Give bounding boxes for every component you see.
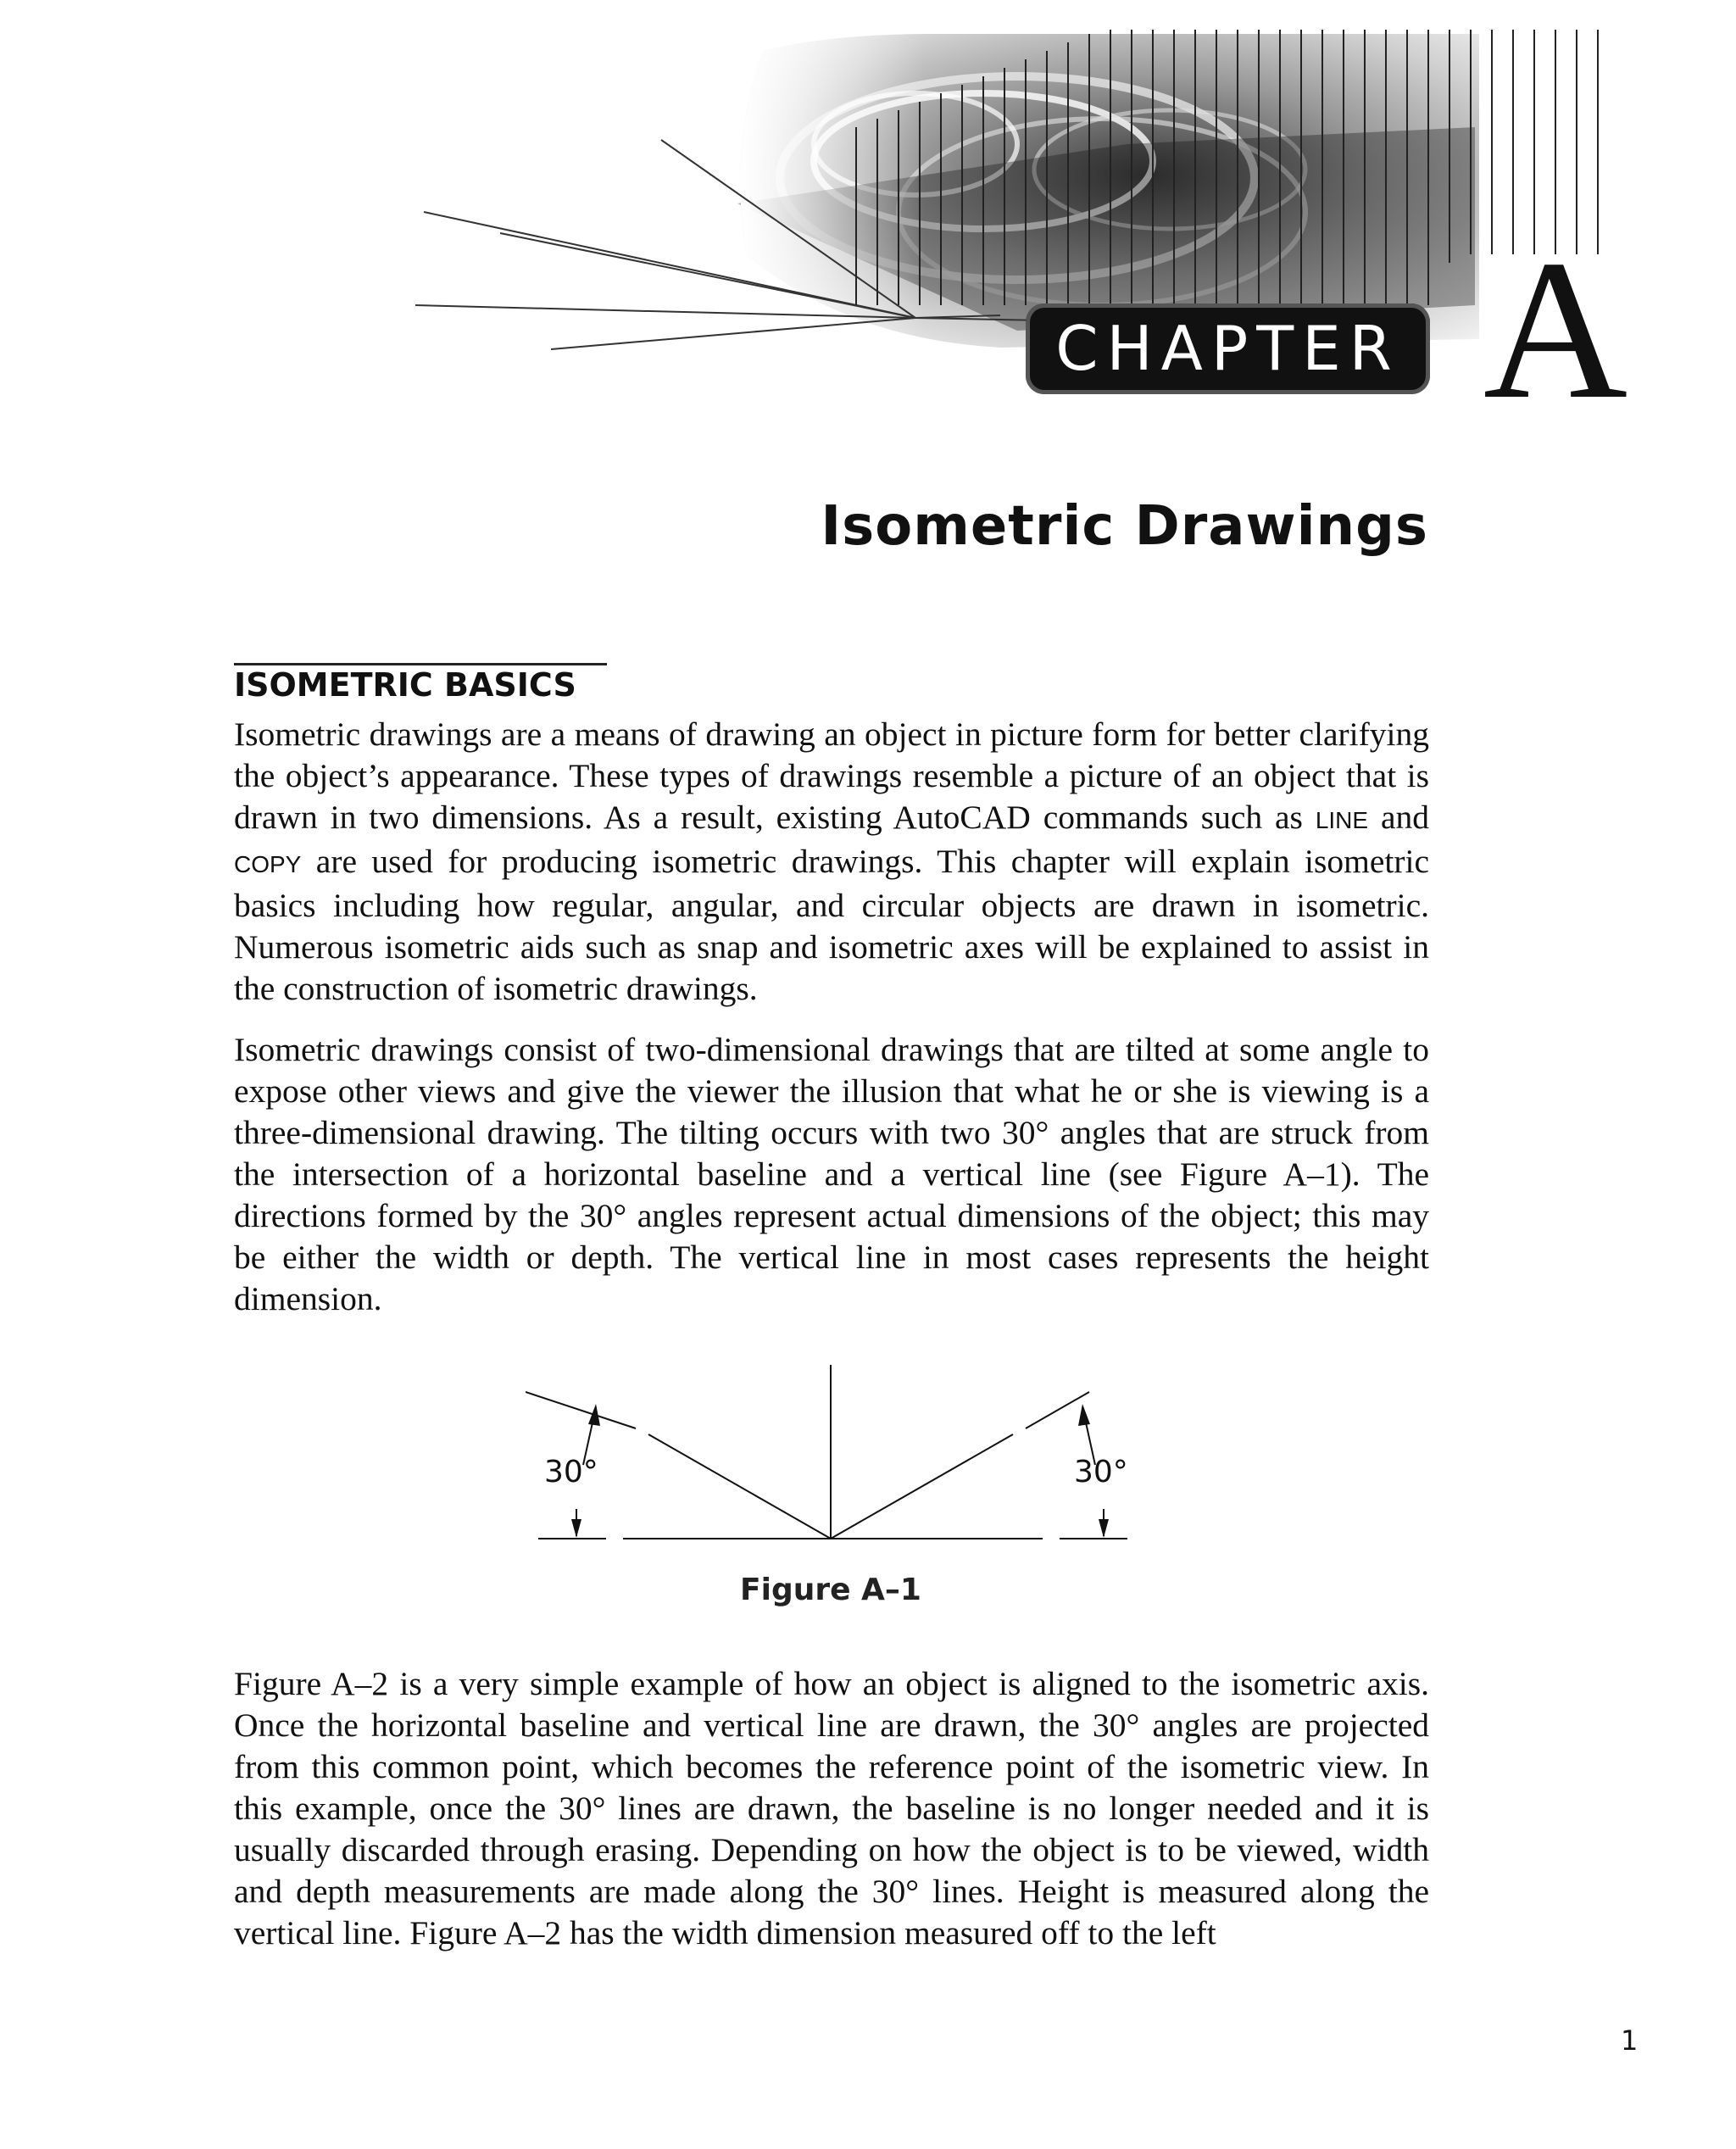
paragraph-intro-text-2: and	[1368, 799, 1429, 836]
right-30-degree-line	[831, 1434, 1013, 1539]
chapter-label: CHAPTER	[1026, 303, 1430, 394]
left-extension-line	[526, 1392, 636, 1428]
figure-caption: Figure A–1	[740, 1573, 921, 1607]
right-angle-label: 30°	[1074, 1455, 1128, 1489]
paragraph-intro-text-1: Isometric drawings are a means of drawing an object in picture form for better clarifying the object’s appearance. These types of drawings resemble a picture of an object that is drawn in two dimensions. As a result, existing AutoCAD commands such as	[234, 715, 1429, 836]
right-arrowhead-lower	[1099, 1519, 1109, 1538]
chapter-title: Isometric Drawings	[821, 495, 1428, 558]
left-arrowhead-lower	[571, 1519, 581, 1538]
section-heading: ISOMETRIC BASICS	[234, 666, 576, 704]
left-angle-label: 30°	[544, 1455, 598, 1489]
paragraph-intro-text-3: are used for producing isometric drawings. This chapter will explain isometric basics including how regular, angular, and circular objects are drawn in isometric. Numerous isometric aids such as snap and isometric axes will be explained to assist in the construction of isometric drawings.	[234, 843, 1429, 1007]
section-rule	[234, 663, 607, 665]
figure-a1-diagram	[526, 1356, 1153, 1560]
line-command: LINE	[1315, 807, 1369, 833]
paragraph-tilting: Isometric drawings consist of two-dimensional drawings that are tilted at some angle to expose other views and give the viewer the illusion that what he or she is viewing is a three-dimensional drawing. The tilting occurs with two 30° angles that are struck from the intersection of a horizontal baseline and a vertical line (see Figure A–1). The directions formed by the 30° angles represent actual dimensions of the object; this may be either the width or depth. The vertical line in most cases represents the height dimension.	[234, 1031, 1429, 1317]
swirl-panel	[737, 34, 1479, 348]
left-arrowhead-upper	[588, 1404, 600, 1426]
page-number: 1	[1621, 2024, 1639, 2057]
copy-command: COPY	[234, 851, 302, 877]
left-30-degree-line	[648, 1434, 831, 1539]
paragraph-figure-a2: Figure A–2 is a very simple example of how an object is aligned to the isometric axis. Once the horizontal baseline and vertical line are drawn, the 30° angles are projected from this common point, which becomes the reference point of the isometric view. In this example, once the 30° lines are drawn, the baseline is no longer needed and it is usually discarded through erasing. Depending on how the object is to be viewed, width and depth measurements are made along the 30° lines. Height is measured along the vertical line. Figure A–2 has the width dimension measured off to the left	[234, 1665, 1429, 1951]
chapter-letter: A	[1483, 220, 1628, 441]
right-arrowhead-upper	[1078, 1404, 1090, 1426]
paragraph-intro	[234, 714, 1429, 1010]
